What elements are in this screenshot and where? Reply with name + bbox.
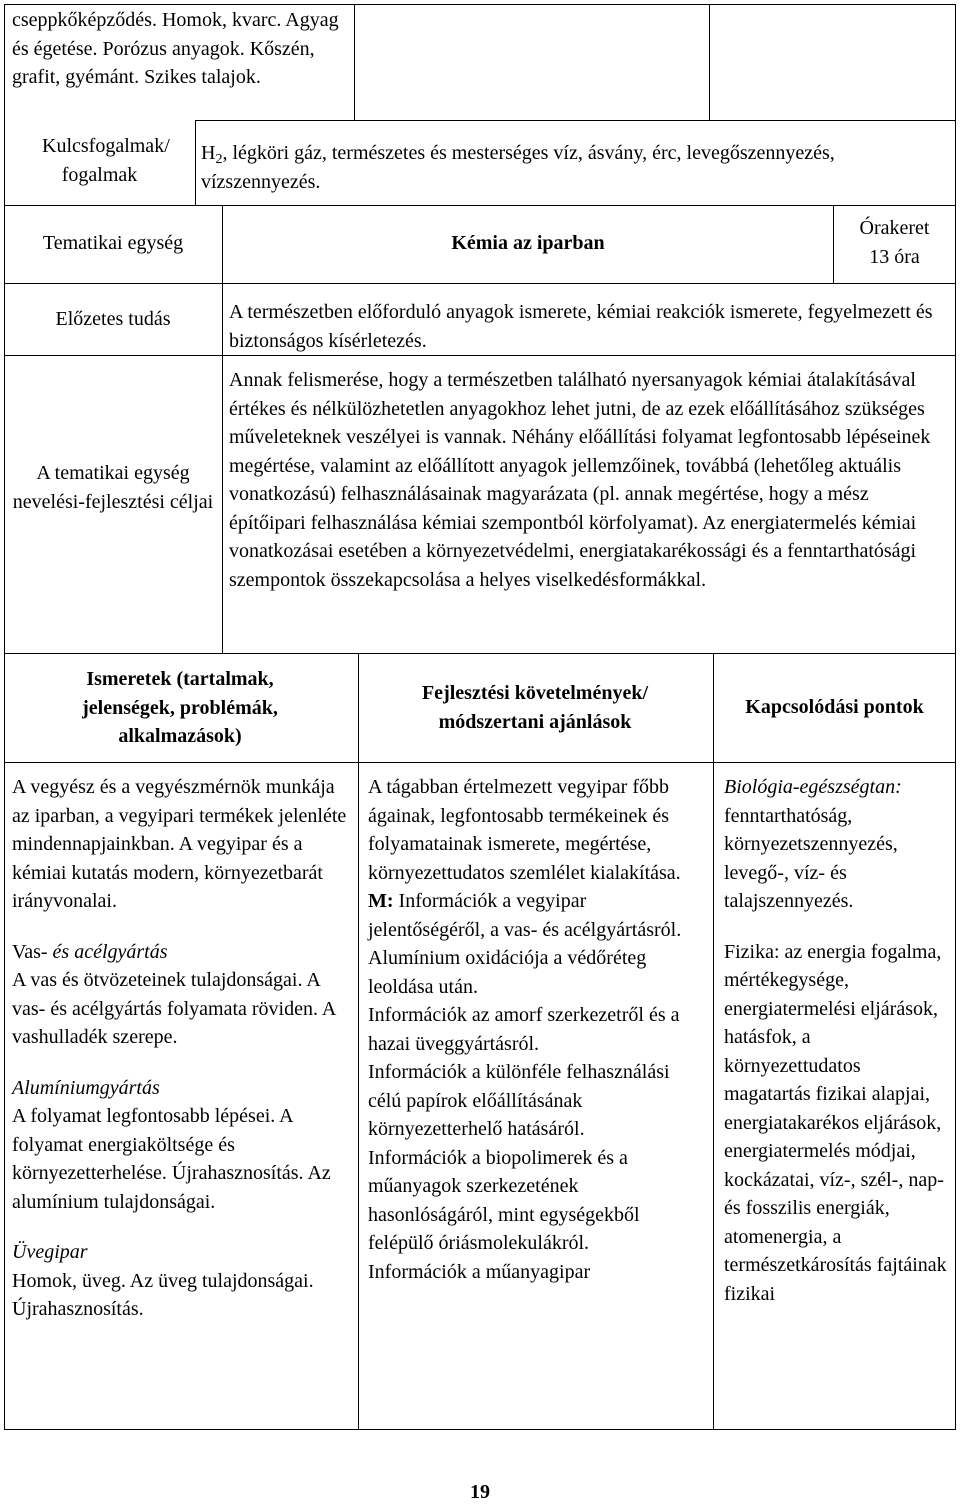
elozetes-tudas-label: Előzetes tudás [55, 308, 171, 330]
table-border-bottom [4, 1429, 956, 1430]
elozetes-tudas-text: A természetben előforduló anyagok ismerete, kémiai reakciók ismerete, fegyelmezett és biztonságos kísérletezés. [229, 301, 933, 352]
divider [713, 653, 714, 1430]
header-kapcsolodasi: Kapcsolódási pontok [745, 696, 924, 718]
divider [195, 120, 196, 205]
celok-label: A tematikai egység nevelési-fejlesztési céljai [12, 462, 214, 513]
col1-heading-aluminium: Alumíniumgyártás [12, 1076, 160, 1099]
col2-paragraph-1: A tágabban értelmezett vegyipar főbb ágainak, legfontosabb termékeinek és folyamatainak ismerete, megértése, környezettudatos szemlélet kialakítása. [368, 776, 681, 884]
col2-m-text: Információk a vegyipar jelentőségéről, a vas- és acélgyártásról. [368, 890, 682, 941]
col2-paragraph-4: Információk az amorf szerkezetről és a hazai üveggyártásról. [368, 1004, 680, 1055]
col1-content [12, 773, 350, 1324]
col1-heading-uvegipar: Üvegipar [12, 1241, 88, 1263]
col1-paragraph-4: Homok, üveg. Az üveg tulajdonságai. Újrahasznosítás. [12, 1269, 314, 1320]
col1-paragraph-2: A vas és ötvözeteinek tulajdonságai. A vas- és acélgyártás folyamata röviden. A vashulladék szerepe. [12, 969, 336, 1048]
kulcsfogalmak-subscript: 2 [215, 152, 223, 167]
orakeret-value: 13 óra [869, 246, 920, 268]
celok-text: Annak felismerése, hogy a természetben található nyersanyagok kémiai átalakításával értékes és nélkülözhetetlen anyagokhoz lehet jutni, de az ezek előállításához szükséges műveleteknek veszélyei is vannak. Néhány előállítási folyamat legfontosabb lépéseinek megértése, valamint az előállított anyagok jellemzőinek, továbbá (lehetőleg aktuális vonatkozású) felhasználásainak magyarázata (pl. annak megértése, hogy a mész építőipari felhasználása kémiai szempontból körfolyamat). Az energiatermelés kémiai vonatkozásai esetében a környezetvédelmi, energiatakarékossági és a fenntarthatósági szempontok összekapcsolása a helyes viselkedésformákkal. [229, 369, 931, 591]
divider [709, 4, 710, 120]
divider [354, 4, 355, 120]
divider [4, 762, 956, 763]
table-border-right [955, 4, 956, 1430]
col1-heading-vas-italic: és acélgyártás [47, 940, 168, 963]
tematikai-egyseg-label: Tematikai egység [42, 232, 184, 254]
page-number: 19 [470, 1481, 490, 1503]
table-border-top [4, 4, 956, 5]
table-border-left [4, 4, 5, 1430]
col2-m-label: M: [368, 890, 394, 912]
header-ismeretek: Ismeretek (tartalmak, jelenségek, problémák, alkalmazások) [82, 668, 278, 747]
col1-paragraph-1: A vegyész és a vegyészmérnök munkája az iparban, a vegyipari termékek jelenléte mindennapjainkban. A vegyipar és a kémiai kutatás modern, környezetbarát irányvonalai. [12, 776, 347, 912]
col3-paragraph-1: fenntarthatóság, környezetszennyezés, levegő-, víz- és talajszennyezés. [724, 804, 898, 912]
kulcsfogalmak-rest: , légköri gáz, természetes és mesterséges víz, ásvány, érc, levegőszennyezés, vízszennyezés. [201, 142, 835, 193]
tematikai-egyseg-title: Kémia az iparban [451, 232, 605, 254]
col1-paragraph-3: A folyamat legfontosabb lépései. A folyamat energiaköltsége és környezetterhelése. Újrahasznosítás. Az alumínium tulajdonságai. [12, 1105, 331, 1213]
col2-paragraph-6: Információk a biopolimerek és a műanyagok szerkezetének hasonlóságáról, mint egységekből felépülő óriásmolekulákról. [368, 1146, 640, 1254]
continuation-text: cseppkőképződés. Homok, kvarc. Agyag és égetése. Porózus anyagok. Kőszén, grafit, gyémánt. Szikes talajok. [12, 9, 339, 88]
divider [4, 283, 956, 284]
orakeret-label: Órakeret [859, 217, 930, 239]
kulcsfogalmak-prefix: H [201, 142, 216, 164]
header-fejlesztesi: Fejlesztési követelmények/ módszertani ajánlások [421, 682, 649, 733]
kulcsfogalmak-text [201, 139, 941, 196]
col3-content [724, 773, 949, 1308]
divider [4, 355, 956, 356]
divider [4, 205, 956, 206]
col2-paragraph-2 [368, 887, 706, 944]
col3-paragraph-2: Fizika: az energia fogalma, mértékegysége, energiatermelési eljárások, hatásfok, a környezettudatos magatartás fizikai alapjai, energiatakarékos eljárások, energiatermelés módjai, kockázatai, víz-, szél-, nap- és fosszilis energiák, atomenergia, a természetkárosítás fajtáinak fizikai [724, 940, 947, 1305]
kulcsfogalmak-label: Kulcsfogalmak/ fogalmak [42, 135, 170, 186]
divider [222, 205, 223, 653]
divider [4, 653, 956, 654]
col2-content [368, 773, 706, 1286]
divider [195, 120, 956, 121]
col1-heading-vas-plain: Vas- [12, 940, 48, 963]
col3-heading-biologia: Biológia-egészségtan: [724, 776, 902, 798]
divider [358, 653, 359, 1430]
col2-paragraph-5: Információk a különféle felhasználási célú papírok előállításának környezetterhelő hatásáról. [368, 1061, 670, 1140]
col2-paragraph-7: Információk a műanyagipar [368, 1260, 591, 1283]
col2-paragraph-3: Alumínium oxidációja a védőréteg leoldása után. [368, 947, 647, 998]
col1-heading-vas [12, 938, 350, 967]
